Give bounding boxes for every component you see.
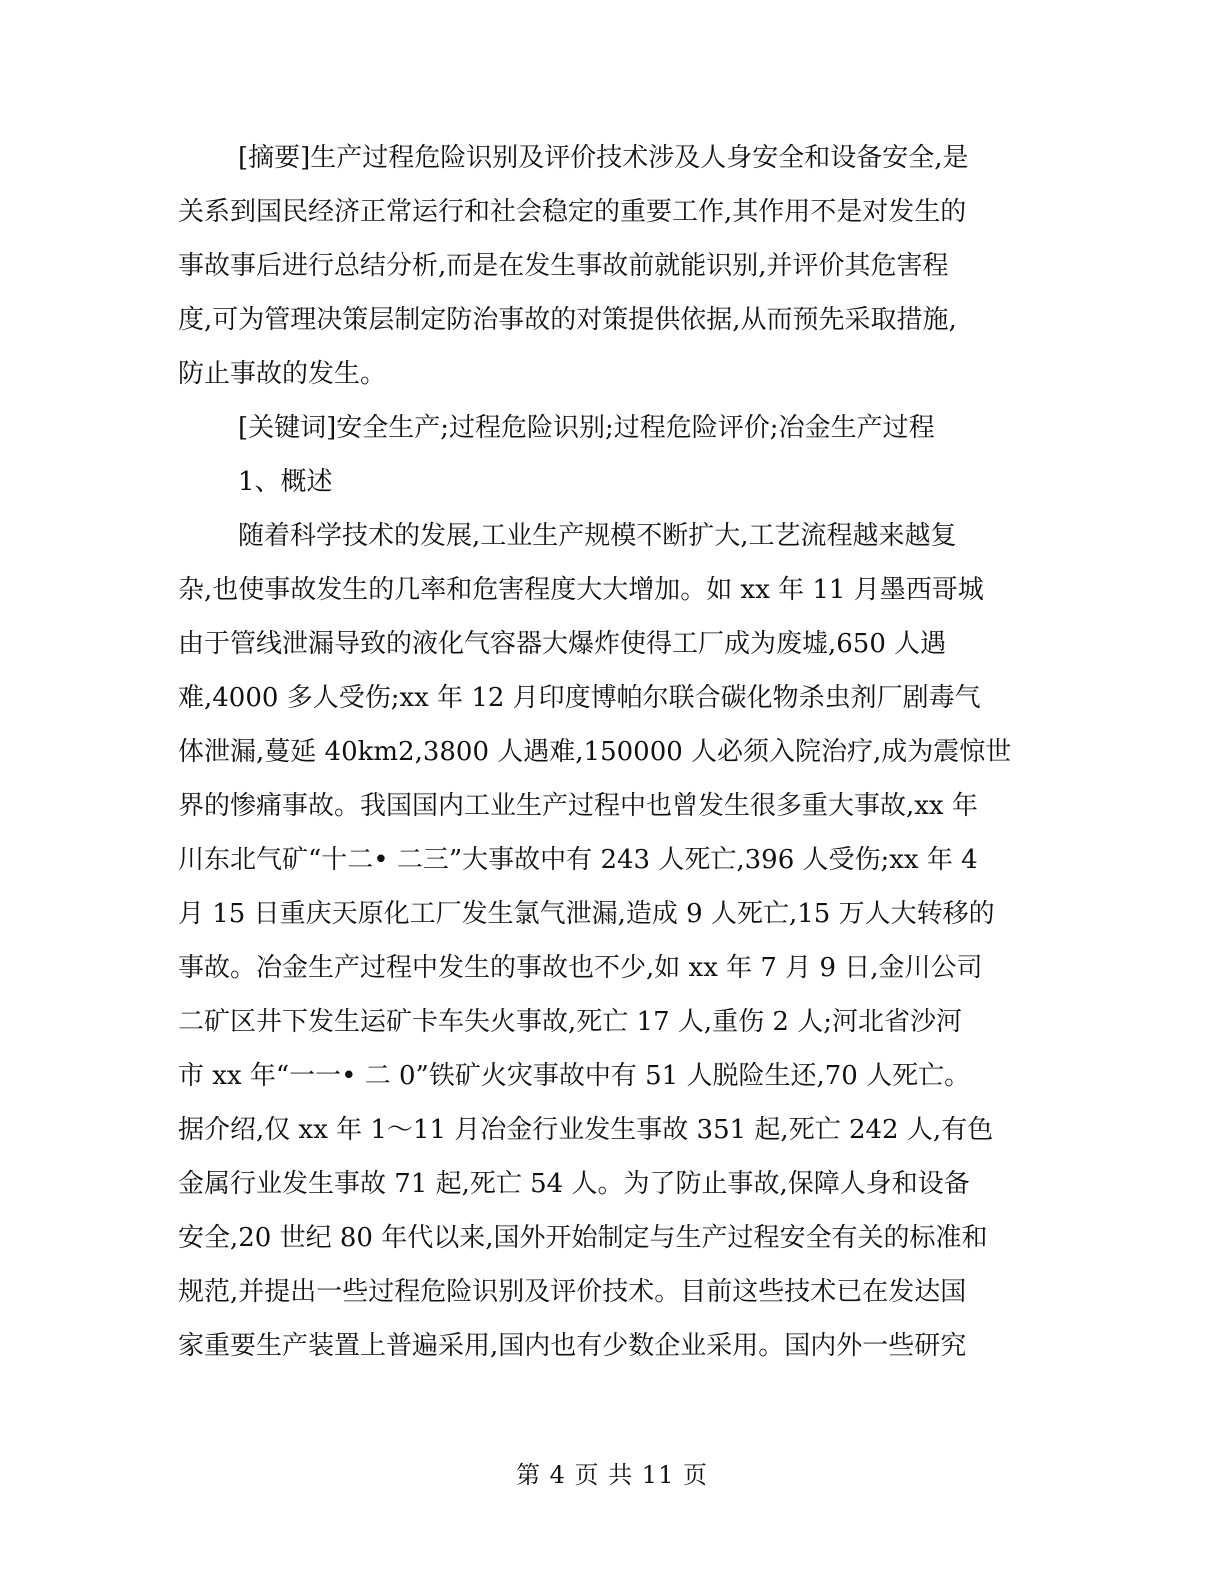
document-body <box>178 131 1034 1373</box>
abstract-line: 防止事故的发生。 <box>178 359 387 389</box>
paragraph-line: 家重要生产装置上普遍采用,国内也有少数企业采用。国内外一些研究 <box>178 1331 967 1361</box>
page-number-footer: 第 4 页 共 11 页 <box>516 1461 708 1489</box>
section-heading: 1、概述 <box>238 467 333 497</box>
paragraph-line: 由于管线泄漏导致的液化气容器大爆炸使得工厂成为废墟,650 人遇 <box>178 629 947 659</box>
abstract-line: 度,可为管理决策层制定防治事故的对策提供依据,从而预先采取措施, <box>178 305 957 335</box>
paragraph-line: 川东北气矿“十二• 二三”大事故中有 243 人死亡,396 人受伤;xx 年 4 <box>178 845 978 875</box>
paragraph-line: 月 15 日重庆天原化工厂发生氯气泄漏,造成 9 人死亡,15 万人大转移的 <box>178 899 995 929</box>
paragraph-line: 据介绍,仅 xx 年 1～11 月冶金行业发生事故 351 起,死亡 242 人,有色 <box>178 1115 994 1145</box>
paragraph-line: 二矿区井下发生运矿卡车失火事故,死亡 17 人,重伤 2 人;河北省沙河 <box>178 1007 962 1037</box>
paragraph-line: 市 xx 年“一一• 二 0”铁矿火灾事故中有 51 人脱险生还,70 人死亡。 <box>178 1061 971 1091</box>
paragraph-line: 杂,也使事故发生的几率和危害程度大大增加。如 xx 年 11 月墨西哥城 <box>178 575 984 605</box>
abstract-line: [摘要]生产过程危险识别及评价技术涉及人身安全和设备安全,是 <box>238 143 969 173</box>
paragraph-line: 界的惨痛事故。我国国内工业生产过程中也曾发生很多重大事故,xx 年 <box>178 791 978 821</box>
paragraph-line: 随着科学技术的发展,工业生产规模不断扩大,工艺流程越来越复 <box>238 521 957 551</box>
keywords-line: [关键词]安全生产;过程危险识别;过程危险评价;冶金生产过程 <box>238 413 935 443</box>
abstract-line: 关系到国民经济正常运行和社会稳定的重要工作,其作用不是对发生的 <box>178 197 967 227</box>
paragraph-line: 金属行业发生事故 71 起,死亡 54 人。为了防止事故,保障人身和设备 <box>178 1169 970 1199</box>
paragraph-line: 规范,并提出一些过程危险识别及评价技术。目前这些技术已在发达国 <box>178 1277 967 1307</box>
paragraph-line: 事故。冶金生产过程中发生的事故也不少,如 xx 年 7 月 9 日,金川公司 <box>178 953 983 983</box>
paragraph-line: 难,4000 多人受伤;xx 年 12 月印度博帕尔联合碳化物杀虫剂厂剧毒气 <box>178 683 981 713</box>
abstract-line: 事故事后进行总结分析,而是在发生事故前就能识别,并评价其危害程 <box>178 251 949 281</box>
paragraph-line: 安全,20 世纪 80 年代以来,国外开始制定与生产过程安全有关的标准和 <box>178 1223 988 1253</box>
paragraph-line: 体泄漏,蔓延 40km2,3800 人遇难,150000 人必须入院治疗,成为震惊世 <box>178 737 1012 767</box>
